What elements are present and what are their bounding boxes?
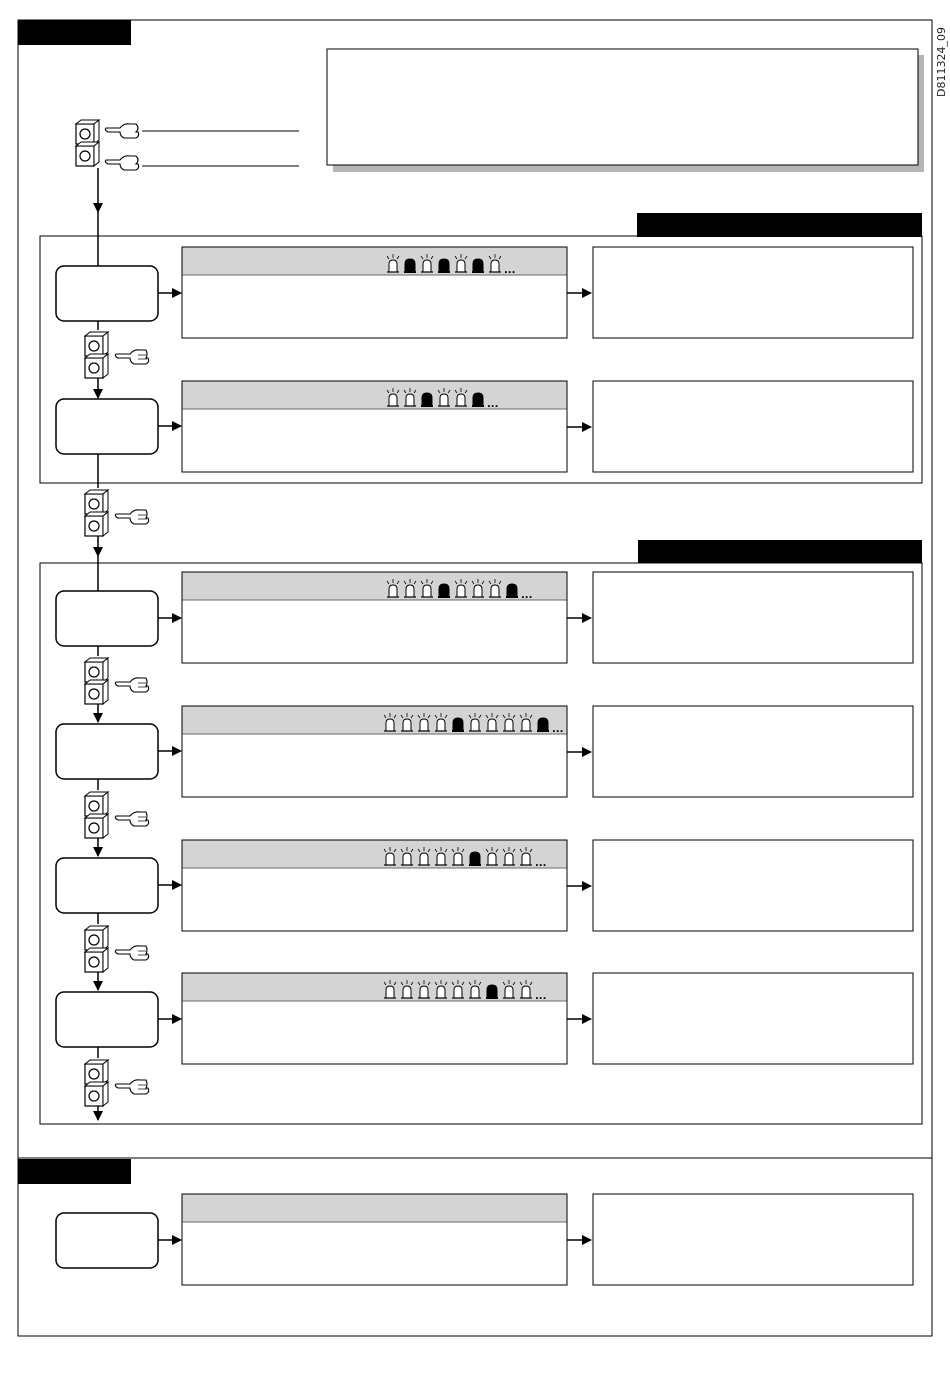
section-tab-top — [18, 20, 131, 45]
step-row — [56, 1194, 913, 1285]
step-box — [56, 399, 158, 454]
result-box — [593, 572, 913, 663]
lamp-ellipsis: ... — [487, 399, 499, 410]
pointing-hand-icon — [115, 812, 148, 826]
pointing-hand-icon — [105, 124, 138, 138]
flashing-light-on-icon — [421, 393, 433, 407]
group-tab-2 — [638, 540, 922, 563]
flashing-light-on-icon — [537, 718, 549, 732]
step-box — [56, 724, 158, 779]
step-box — [56, 1213, 158, 1268]
flashing-light-on-icon — [452, 718, 464, 732]
lamp-ellipsis: ... — [504, 265, 516, 276]
flashing-light-on-icon — [472, 259, 484, 273]
flashing-light-on-icon — [404, 259, 416, 273]
step-row — [56, 973, 913, 1064]
step-box — [56, 992, 158, 1047]
result-box — [593, 381, 913, 472]
step-row — [56, 381, 913, 472]
result-box — [593, 840, 913, 931]
result-box — [593, 1194, 913, 1285]
step-row — [56, 247, 913, 338]
lamp-ellipsis: ... — [535, 858, 547, 869]
step-box — [56, 858, 158, 913]
flashing-light-on-icon — [438, 259, 450, 273]
group-tab-1 — [637, 213, 922, 237]
flashing-light-on-icon — [472, 393, 484, 407]
pointing-hand-icon — [105, 156, 138, 170]
pointing-hand-icon — [115, 1080, 148, 1094]
pointing-hand-icon — [115, 946, 148, 960]
content-header — [183, 1195, 567, 1223]
push-button-icon — [76, 120, 139, 170]
lamp-ellipsis: ... — [552, 724, 564, 735]
step-row — [56, 840, 913, 931]
info-box — [327, 49, 918, 165]
result-box — [593, 706, 913, 797]
document-code: D811324_09 — [935, 27, 948, 97]
pointing-hand-icon — [115, 350, 148, 364]
pointing-hand-icon — [115, 510, 148, 524]
lamp-ellipsis: ... — [535, 991, 547, 1002]
result-box — [593, 247, 913, 338]
push-button-icon — [85, 926, 149, 972]
push-button-icon — [85, 332, 149, 378]
push-button-icon — [85, 658, 149, 704]
step-box — [56, 266, 158, 321]
flashing-light-on-icon — [469, 852, 481, 866]
result-box — [593, 973, 913, 1064]
section-tab-bottom — [18, 1159, 131, 1184]
flashing-light-on-icon — [506, 584, 518, 598]
content-header — [183, 382, 567, 410]
push-button-icon — [85, 490, 149, 536]
lamp-ellipsis: ... — [521, 590, 533, 601]
pointing-hand-icon — [115, 678, 148, 692]
step-row — [56, 572, 913, 663]
step-box — [56, 591, 158, 646]
flashing-light-on-icon — [438, 584, 450, 598]
step-row — [56, 706, 913, 797]
flashing-light-on-icon — [486, 985, 498, 999]
push-button-icon — [85, 792, 149, 838]
push-button-icon — [85, 1060, 149, 1106]
